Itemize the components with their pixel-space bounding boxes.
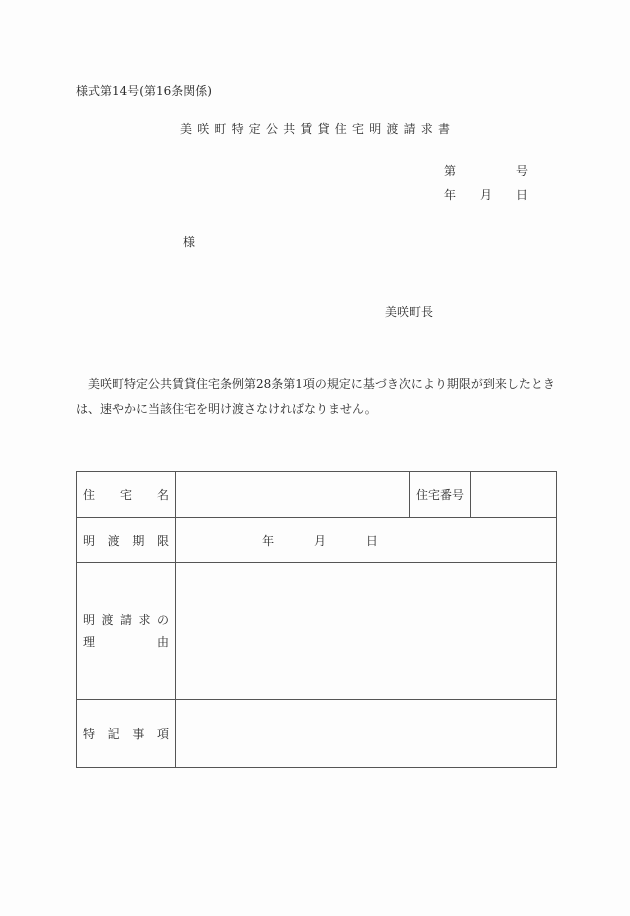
reason-label-right: 由	[156, 635, 169, 649]
house-number-field[interactable]	[471, 472, 557, 518]
reason-field[interactable]	[176, 563, 557, 700]
notes-field[interactable]	[176, 700, 557, 768]
house-name-field[interactable]	[176, 472, 410, 518]
reason-label-line2	[83, 631, 169, 653]
body-text	[76, 372, 561, 422]
notes-label: 特記事項	[77, 700, 176, 768]
doc-date-year: 年	[444, 188, 457, 202]
body-line-2: は、速やかに当該住宅を明け渡さなければなりません。	[76, 402, 377, 416]
reason-label-line1: 明渡請求の	[83, 613, 169, 627]
doc-number-suffix: 号	[516, 164, 529, 178]
house-number-label: 住宅番号	[410, 472, 471, 518]
addressee-suffix: 様	[183, 235, 196, 249]
request-form-table	[76, 471, 557, 768]
doc-date-day: 日	[516, 188, 529, 202]
table-row-house-name	[77, 472, 557, 518]
table-row-deadline	[77, 518, 557, 563]
house-name-label: 住宅名	[77, 472, 176, 518]
deadline-label: 明渡期限	[77, 518, 176, 563]
deadline-field[interactable]	[176, 518, 557, 563]
sender-name: 美咲町長	[385, 305, 434, 319]
deadline-month: 月	[313, 533, 326, 548]
table-row-reason	[77, 563, 557, 700]
table-row-notes	[77, 700, 557, 768]
deadline-day: 日	[365, 533, 378, 548]
reason-label-left: 理	[83, 635, 96, 649]
document-title: 美咲町特定公共賃貸住宅明渡請求書	[180, 122, 456, 136]
reason-label	[77, 563, 176, 700]
body-line-1: 美咲町特定公共賃貸住宅条例第28条第1項の規定に基づき次により期限が到来したとき	[88, 377, 555, 391]
deadline-year: 年	[262, 533, 275, 548]
form-number: 様式第14号(第16条関係)	[76, 84, 212, 98]
doc-number-prefix: 第	[444, 164, 457, 178]
doc-date-month: 月	[480, 188, 493, 202]
